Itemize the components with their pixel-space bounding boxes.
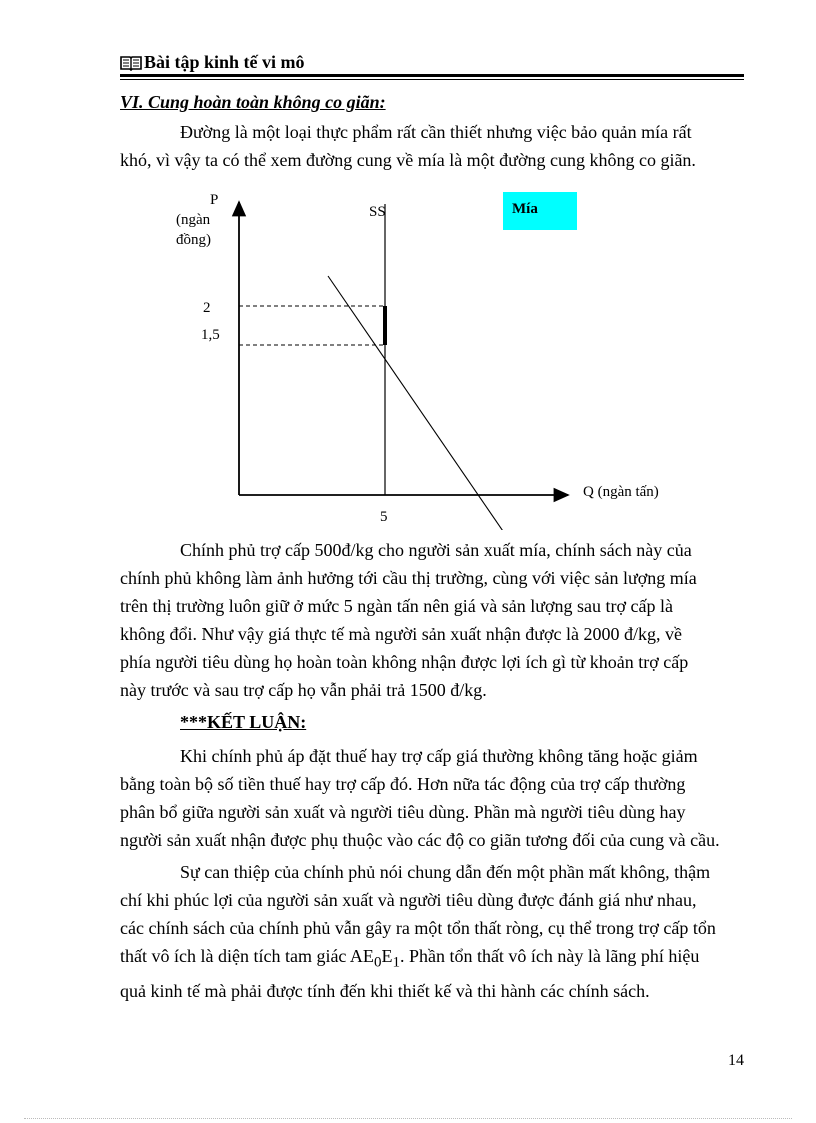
intro-line: Đường là một loại thực phẩm rất cần thiết nhưng việc bảo quản mía rất [180,122,692,142]
deadweight-paragraph [120,858,744,1005]
y-tick-label: 2 [203,300,211,316]
intro-paragraph [120,118,744,174]
line-text: thất vô ích là diện tích tam giác AE [120,946,374,966]
paragraph-line: Sự can thiệp của chính phủ nói chung dẫn đến một phần mất không, thậm [180,862,711,882]
paragraph-line: Chính phủ trợ cấp 500đ/kg cho người sản xuất mía, chính sách này của [180,540,692,560]
header-rule-thick [120,74,744,77]
x-tick-label: 5 [380,509,388,525]
paragraph-line: phân bổ giữa người sản xuất và người tiêu dùng. Phần mà người tiêu dùng hay [120,802,686,822]
x-axis-label: Q (ngàn tấn) [583,484,659,500]
paragraph-line: chính phủ không làm ảnh hưởng tới cầu thị trường, cùng với việc sản lượng mía [120,568,697,588]
intro-line: khó, vì vậy ta có thể xem đường cung về mía là một đường cung không co giãn. [120,150,696,170]
paragraph-line: bằng toàn bộ số tiền thuế hay trợ cấp đó. Hơn nữa tác động của trợ cấp thường [120,774,686,794]
conclusion-heading: ***KẾT LUẬN: [180,712,307,732]
demand-curve [328,276,513,530]
y-axis-label-unit-1: (ngàn [176,212,211,228]
y-axis-label-p: P [210,192,219,208]
paragraph-line [120,942,744,977]
paragraph-line: không đổi. Như vậy giá thực tế mà người sản xuất nhận được là 2000 đ/kg, về [120,624,682,644]
supply-demand-chart [0,180,816,530]
y-axis-label-unit-2: đồng) [176,232,211,248]
subscript: 1 [392,954,400,971]
paragraph-line: người sản xuất nhận được phụ thuộc vào các độ co giãn tương đối của cung và cầu. [120,830,720,850]
open-book-icon [120,55,142,76]
line-text: . Phần tổn thất vô ích này là lãng phí hiệu [399,946,700,966]
header-rule-thin [120,79,744,80]
subscript: 0 [373,954,382,971]
paragraph-line: chí khi phúc lợi của người sản xuất và người tiêu dùng được đánh giá như nhau, [120,890,697,910]
y-tick-label: 1,5 [201,327,220,343]
page-number: 14 [728,1052,744,1069]
paragraph-line: quả kinh tế mà phải được tính đến khi thiết kế và thi hành các chính sách. [120,980,650,1001]
paragraph-line: này trước và sau trợ cấp họ vẫn phải trả 1500 đ/kg. [120,680,487,700]
footer-divider [24,1118,792,1119]
conclusion-paragraph [120,742,744,854]
paragraph-line: các chính sách của chính phủ vẫn gây ra một tổn thất ròng, cụ thể trong trợ cấp tổn [120,918,716,938]
page-header [120,52,305,76]
demand-label [525,529,547,530]
supply-label: SS [369,204,386,220]
line-text: E [381,946,393,966]
paragraph-line: trên thị trường luôn giữ ở mức 5 ngàn tấn nên giá và sản lượng sau trợ cấp là [120,596,673,616]
paragraph-line: phía người tiêu dùng họ hoàn toàn không nhận được lợi ích gì từ khoản trợ cấp [120,652,689,672]
subsidy-paragraph [120,536,744,704]
paragraph-line: Khi chính phủ áp đặt thuế hay trợ cấp giá thường không tăng hoặc giảm [180,746,698,766]
section-heading: VI. Cung hoàn toàn không co giãn: [120,92,386,112]
legend-label: Mía [512,201,538,217]
header-title: Bài tập kinh tế vi mô [144,52,305,72]
